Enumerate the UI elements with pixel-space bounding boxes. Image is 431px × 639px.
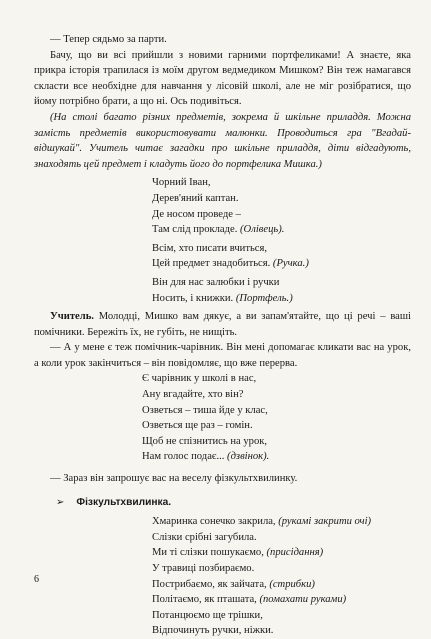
poem-line: Ану вгадайте, хто він?: [142, 389, 244, 401]
poem-line: Слізки срібні загубила.: [152, 531, 257, 543]
speaker-label: Учитель.: [50, 311, 94, 323]
poem-line: Відпочинуть ручки, ніжки.: [152, 625, 274, 637]
poem-line: Пострибаємо, як зайчата, (стрибки): [152, 578, 315, 590]
arrow-bullet-icon: ➢: [56, 496, 65, 508]
paragraph-invite: — Зараз він запрошує вас на веселу фізкультхвилинку.: [50, 473, 298, 485]
poem-line: Носить, і книжки. (Портфель.): [152, 292, 293, 304]
riddle-answer: (Ручка.): [272, 258, 309, 270]
exercise-poem: [152, 514, 411, 639]
poem-line: Де носом проведе –: [152, 208, 241, 220]
page-number: 6: [34, 574, 39, 586]
paragraph-helper: — А у мене є теж помічник-чарівник. Він мені допомагає кликати вас на урок, а коли урок закінчиться – він повідомляє, що вже перерва.: [34, 342, 411, 369]
poem-line: Він для нас залюбки і ручки: [152, 276, 280, 288]
poem-line: Ми ті слізки пошукаємо, (присідання): [152, 547, 324, 559]
exercise-action: (рукамі закрити очі): [278, 516, 372, 528]
poem-line: Щоб не спізнитись на урок,: [142, 435, 268, 447]
poem-line: Політаємо, як пташата, (помахати руками): [152, 594, 347, 606]
paragraph-teacher: Учитель. Молодці, Мишко вам дякує, а ви запам'ятайте, що ці речі – ваші помічники. Бережіть їх, не губіть, не нищіть.: [34, 311, 411, 338]
paragraph-instructions: (На столі багато різних предметів, зокрема й шкільне приладдя. Можна замість предметів використовувати малюнки. Проводиться гра "Вгадай-відшукай". Учитель читає загадки про шкільне приладдя, діти відгадують, знаходять цей предмет і кладуть його до портфелика Мишка.): [34, 111, 411, 170]
poem-line: Хмаринка сонечко закрила, (рукамі закрити очі): [152, 516, 372, 528]
exercise-action: (стрибки): [269, 578, 315, 590]
exercise-action: (помахати руками): [259, 594, 347, 606]
riddle-answer: (Олівець).: [240, 224, 285, 236]
poem-line: Нам голос подає... (дзвінок).: [142, 451, 270, 463]
poem-line: Дерев'яний каптан.: [152, 192, 239, 204]
poem-line: Всім, хто писати вчиться,: [152, 242, 268, 254]
riddle-answer: (Портфель.): [235, 292, 293, 304]
section-heading: [56, 495, 411, 511]
poem-line: Озветься ще раз – гомін.: [142, 420, 253, 432]
riddle-answer: (дзвінок).: [227, 451, 270, 463]
exercise-action: (присідання): [266, 547, 324, 559]
riddle-poem: [152, 175, 411, 306]
paragraph-story: Бачу, що ви всі прийшли з новими гарними портфеликами! А знаєте, яка прикра історія трапилася із моїм другом ведмедиком Мишком? Він теж намагався скласти все необхідне для навчання у лісовій школі, але не міг розібратися, що йому потрібно брати, а що ні. Ось подивіться.: [34, 49, 411, 108]
poem-line: Озветься – тиша йде у клас,: [142, 404, 268, 416]
bell-poem: [142, 371, 411, 465]
paragraph-intro: — Тепер сядьмо за парти.: [50, 34, 167, 45]
poem-line: Чорний Іван,: [152, 177, 211, 189]
poem-line: Є чарівник у школі в нас,: [142, 373, 257, 385]
poem-line: Цей предмет знадобиться. (Ручка.): [152, 258, 309, 270]
poem-line: У травиці позбираємо.: [152, 563, 255, 574]
poem-line: Там слід прокладе. (Олівець).: [152, 224, 285, 236]
section-title: Фізкультхвилинка.: [76, 496, 172, 508]
poem-line: Потанцюємо ще трішки,: [152, 609, 263, 621]
